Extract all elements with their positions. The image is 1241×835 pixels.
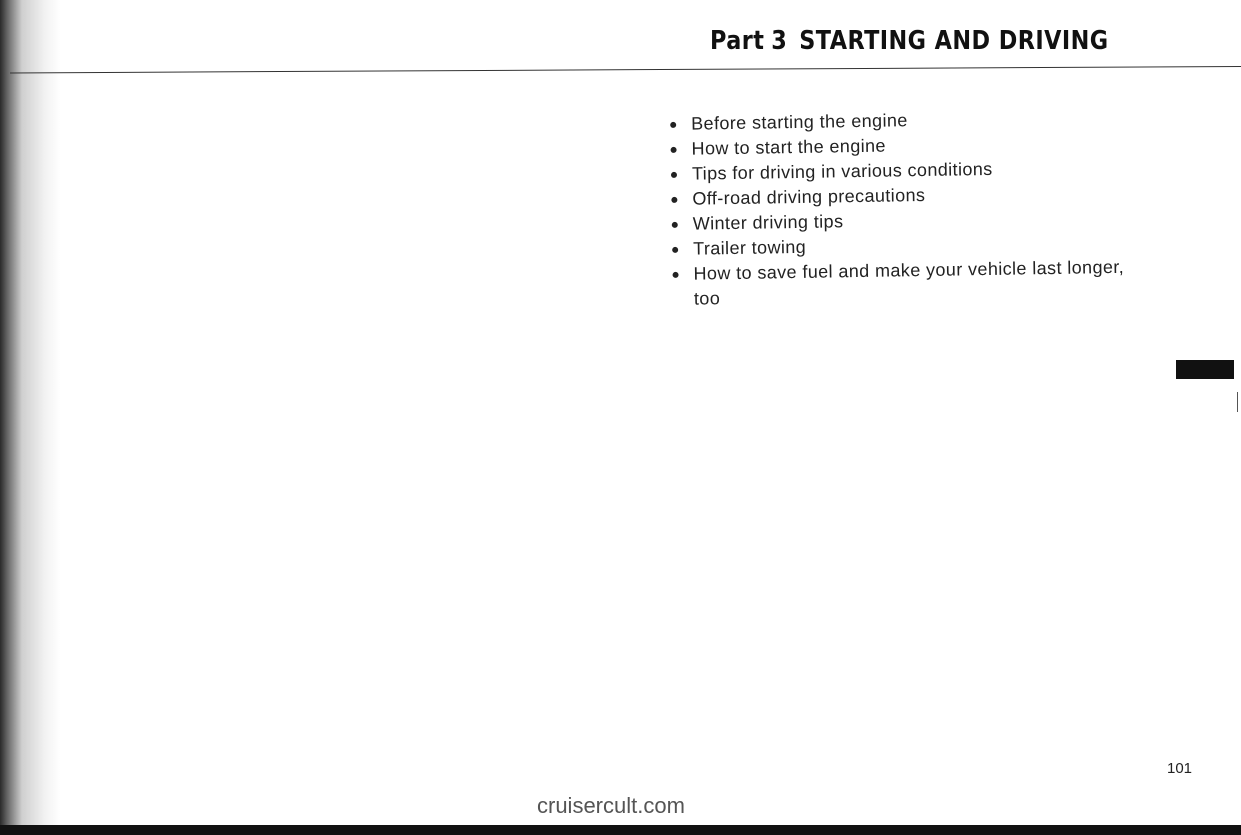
list-item-text: How to start the engine (691, 135, 887, 159)
list-item-text: Tips for driving in various conditions (691, 158, 993, 184)
watermark-text: cruisercult.com (537, 793, 685, 818)
page-bottom-edge (0, 825, 1241, 835)
section-title (710, 26, 1109, 56)
list-item (670, 254, 1151, 312)
section-tab-marker (1176, 360, 1234, 379)
header-rule (10, 66, 1241, 73)
bullet-icon (672, 222, 678, 228)
bullet-icon (671, 172, 677, 178)
list-item-text: Before starting the engine (691, 110, 908, 134)
bullet-icon (672, 247, 678, 253)
page-binding-shadow (0, 0, 60, 835)
bullet-icon (671, 147, 677, 153)
bullet-icon (673, 272, 679, 278)
page-number: 101 (1167, 760, 1193, 777)
list-item-text: How to save fuel and make your vehicle last longer, too (693, 256, 1125, 309)
bullet-icon (671, 197, 677, 203)
bullet-icon (670, 122, 676, 128)
list-item-text: Trailer towing (692, 236, 807, 259)
section-contents-list (668, 104, 1151, 312)
part-label: Part (710, 26, 765, 56)
title-text: STARTING AND DRIVING (799, 26, 1109, 56)
list-item-text: Off-road driving precautions (692, 184, 926, 209)
edge-tick (1237, 392, 1238, 412)
list-item-text: Winter driving tips (692, 211, 844, 234)
part-number: 3 (771, 26, 788, 56)
